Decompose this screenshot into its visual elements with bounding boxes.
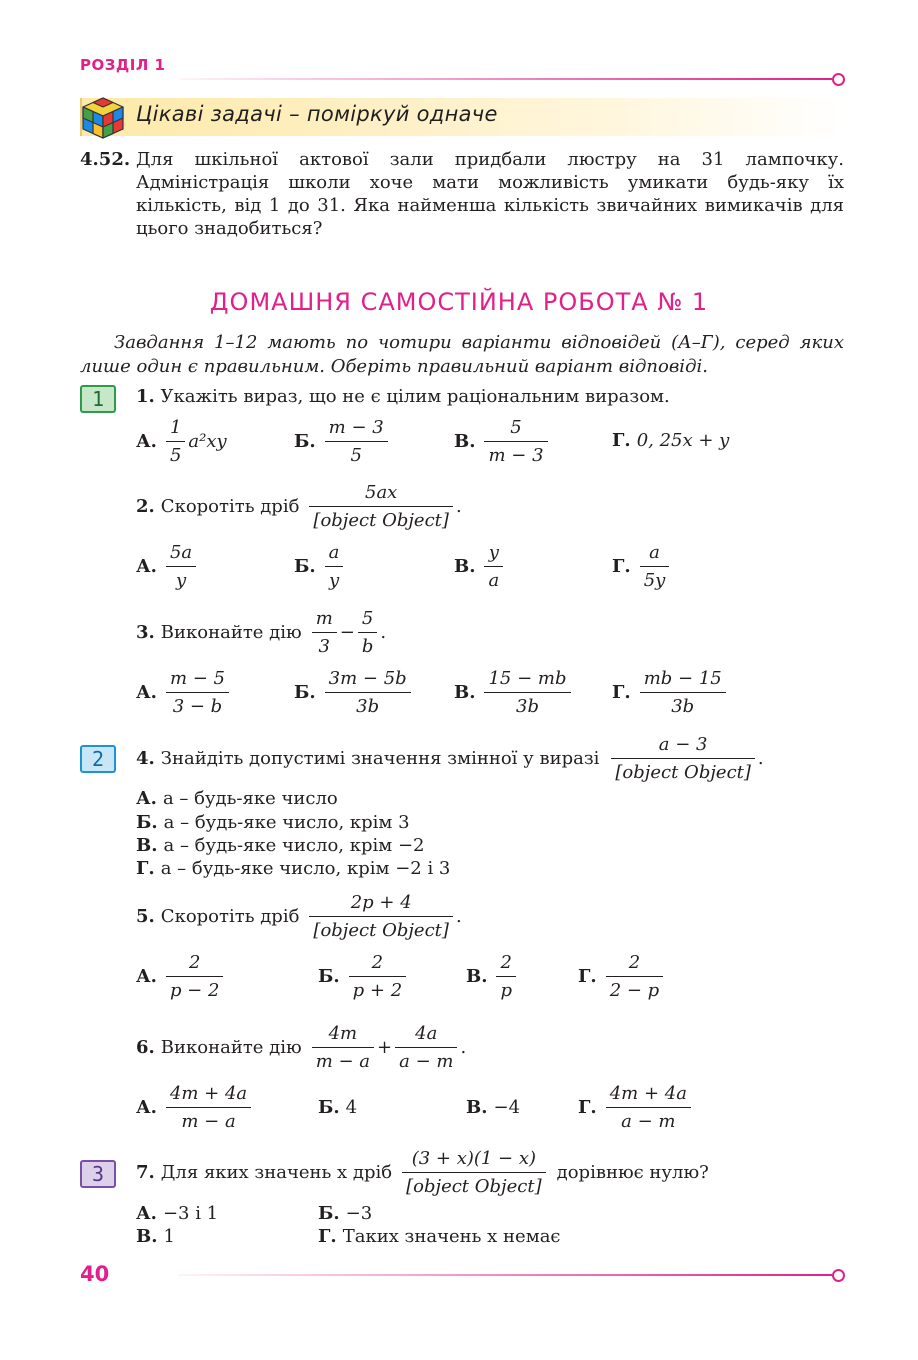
question-2: 2. Скоротіть дріб $\frac{5ax}{\text{[object Object]}}$ . [136,482,462,531]
q2-option-b[interactable]: Б. $\frac{a}{y}$ [294,542,346,592]
level-badge-1: 1 [80,385,116,413]
q2-option-a[interactable]: А. $\frac{5a}{y}$ [136,542,199,592]
q7-option-d[interactable]: Г. Таких значень x немає [318,1226,561,1247]
q7-option-c[interactable]: В. 1 [136,1226,175,1247]
q3-option-d[interactable]: Г. $\frac{mb - 15}{3b}$ [612,668,729,718]
homework-title: ДОМАШНЯ САМОСТІЙНА РОБОТА № 1 [209,288,709,316]
problem-text: Для шкільної актової зали придбали люстру на 31 лампочку. Адміністрація школи хоче мати можливість умикати будь-яку їх кількість, від 1 до 31. Яка найменша кількість звичайних вимикачів для цього знадобиться? [136,149,844,239]
q1-option-c[interactable]: В. $\frac{5}{m - 3}$ [454,417,551,467]
q6-option-a[interactable]: А. $\frac{4m + 4a}{m - a}$ [136,1083,254,1133]
q7-option-a[interactable]: А. −3 і 1 [136,1203,219,1224]
section-label: РОЗДІЛ 1 [80,56,166,74]
level-badge-3: 3 [80,1160,116,1188]
q1-option-b[interactable]: Б. $\frac{m - 3}{5}$ [294,417,391,467]
question-7-text: Для яких значень x дріб [160,1162,393,1183]
question-5-text: Скоротіть дріб [160,906,300,927]
q5-option-b[interactable]: Б. $\frac{2}{p + 2}$ [318,952,409,1002]
page-number: 40 [80,1262,110,1286]
level-badge-2: 2 [80,745,116,773]
question-1-text: Укажіть вираз, що не є цілим раціональним виразом. [160,386,670,407]
q3-option-c[interactable]: В. $\frac{15 - mb}{3b}$ [454,668,574,718]
footer-rule-end [832,1269,845,1282]
question-6: 6. Виконайте дію $\frac{4m}{m - a}$ + $\frac{4a}{a - m}$ . [136,1023,467,1072]
question-6-text: Виконайте дію [160,1037,302,1058]
banner-title: Цікаві задачі – поміркуй одначе [136,102,498,126]
q5-option-a[interactable]: А. $\frac{2}{p - 2}$ [136,952,226,1002]
question-3: 3. Виконайте дію $\frac{m}{3}$ − $\frac{5}{b}$ . [136,608,387,657]
q6-option-d[interactable]: Г. $\frac{4m + 4a}{a - m}$ [578,1083,694,1133]
q4-option-d[interactable]: Г. a – будь-яке число, крім −2 і 3 [136,858,451,879]
q4-option-b[interactable]: Б. a – будь-яке число, крім 3 [136,812,410,833]
question-7: 7. Для яких значень x дріб $\frac{(3 + x)(1 - x)}{\text{[object Object]}}$ дорівнює нулю? [136,1148,709,1197]
question-2-text: Скоротіть дріб [160,496,300,517]
question-4-text: Знайдіть допустимі значення змінної у виразі [160,748,600,769]
q2-option-c[interactable]: В. $\frac{y}{a}$ [454,542,506,592]
header-rule [180,78,832,80]
q3-option-a[interactable]: А. $\frac{m - 5}{3 - b}$ [136,668,232,718]
q1-option-d[interactable]: Г. 0, 25x + y [612,430,730,451]
problem-4-52 [80,148,844,240]
q4-option-a[interactable]: А. a – будь-яке число [136,788,338,809]
footer-rule [178,1274,832,1276]
header-rule-end [832,73,845,86]
question-5: 5. Скоротіть дріб $\frac{2p + 4}{\text{[object Object]}}$ . [136,892,462,941]
q6-option-c[interactable]: В. −4 [466,1097,521,1118]
question-1: 1. Укажіть вираз, що не є цілим раціональним виразом. [136,386,670,407]
homework-intro: Завдання 1–12 мають по чотири варіанти відповідей (А–Г), серед яких лише один є правильним. Оберіть правильний варіант відповіді. [80,332,844,377]
q5-option-d[interactable]: Г. $\frac{2}{2 - p}$ [578,952,666,1002]
problem-number: 4.52. [80,149,131,170]
q3-option-b[interactable]: Б. $\frac{3m - 5b}{3b}$ [294,668,414,718]
q1-option-a[interactable]: А. $\frac{1}{5}$ a²xy [136,417,227,466]
question-3-text: Виконайте дію [160,622,302,643]
q7-option-b[interactable]: Б. −3 [318,1203,373,1224]
q6-option-b[interactable]: Б. 4 [318,1097,358,1118]
question-4: 4. Знайдіть допустимі значення змінної у виразі $\frac{a - 3}{\text{[object Object]}}$ . [136,734,764,783]
q2-option-d[interactable]: Г. $\frac{a}{5y}$ [612,542,672,592]
q4-option-c[interactable]: В. a – будь-яке число, крім −2 [136,835,425,856]
q5-option-c[interactable]: В. $\frac{2}{p}$ [466,952,519,1002]
rubik-cube-icon [78,94,128,142]
